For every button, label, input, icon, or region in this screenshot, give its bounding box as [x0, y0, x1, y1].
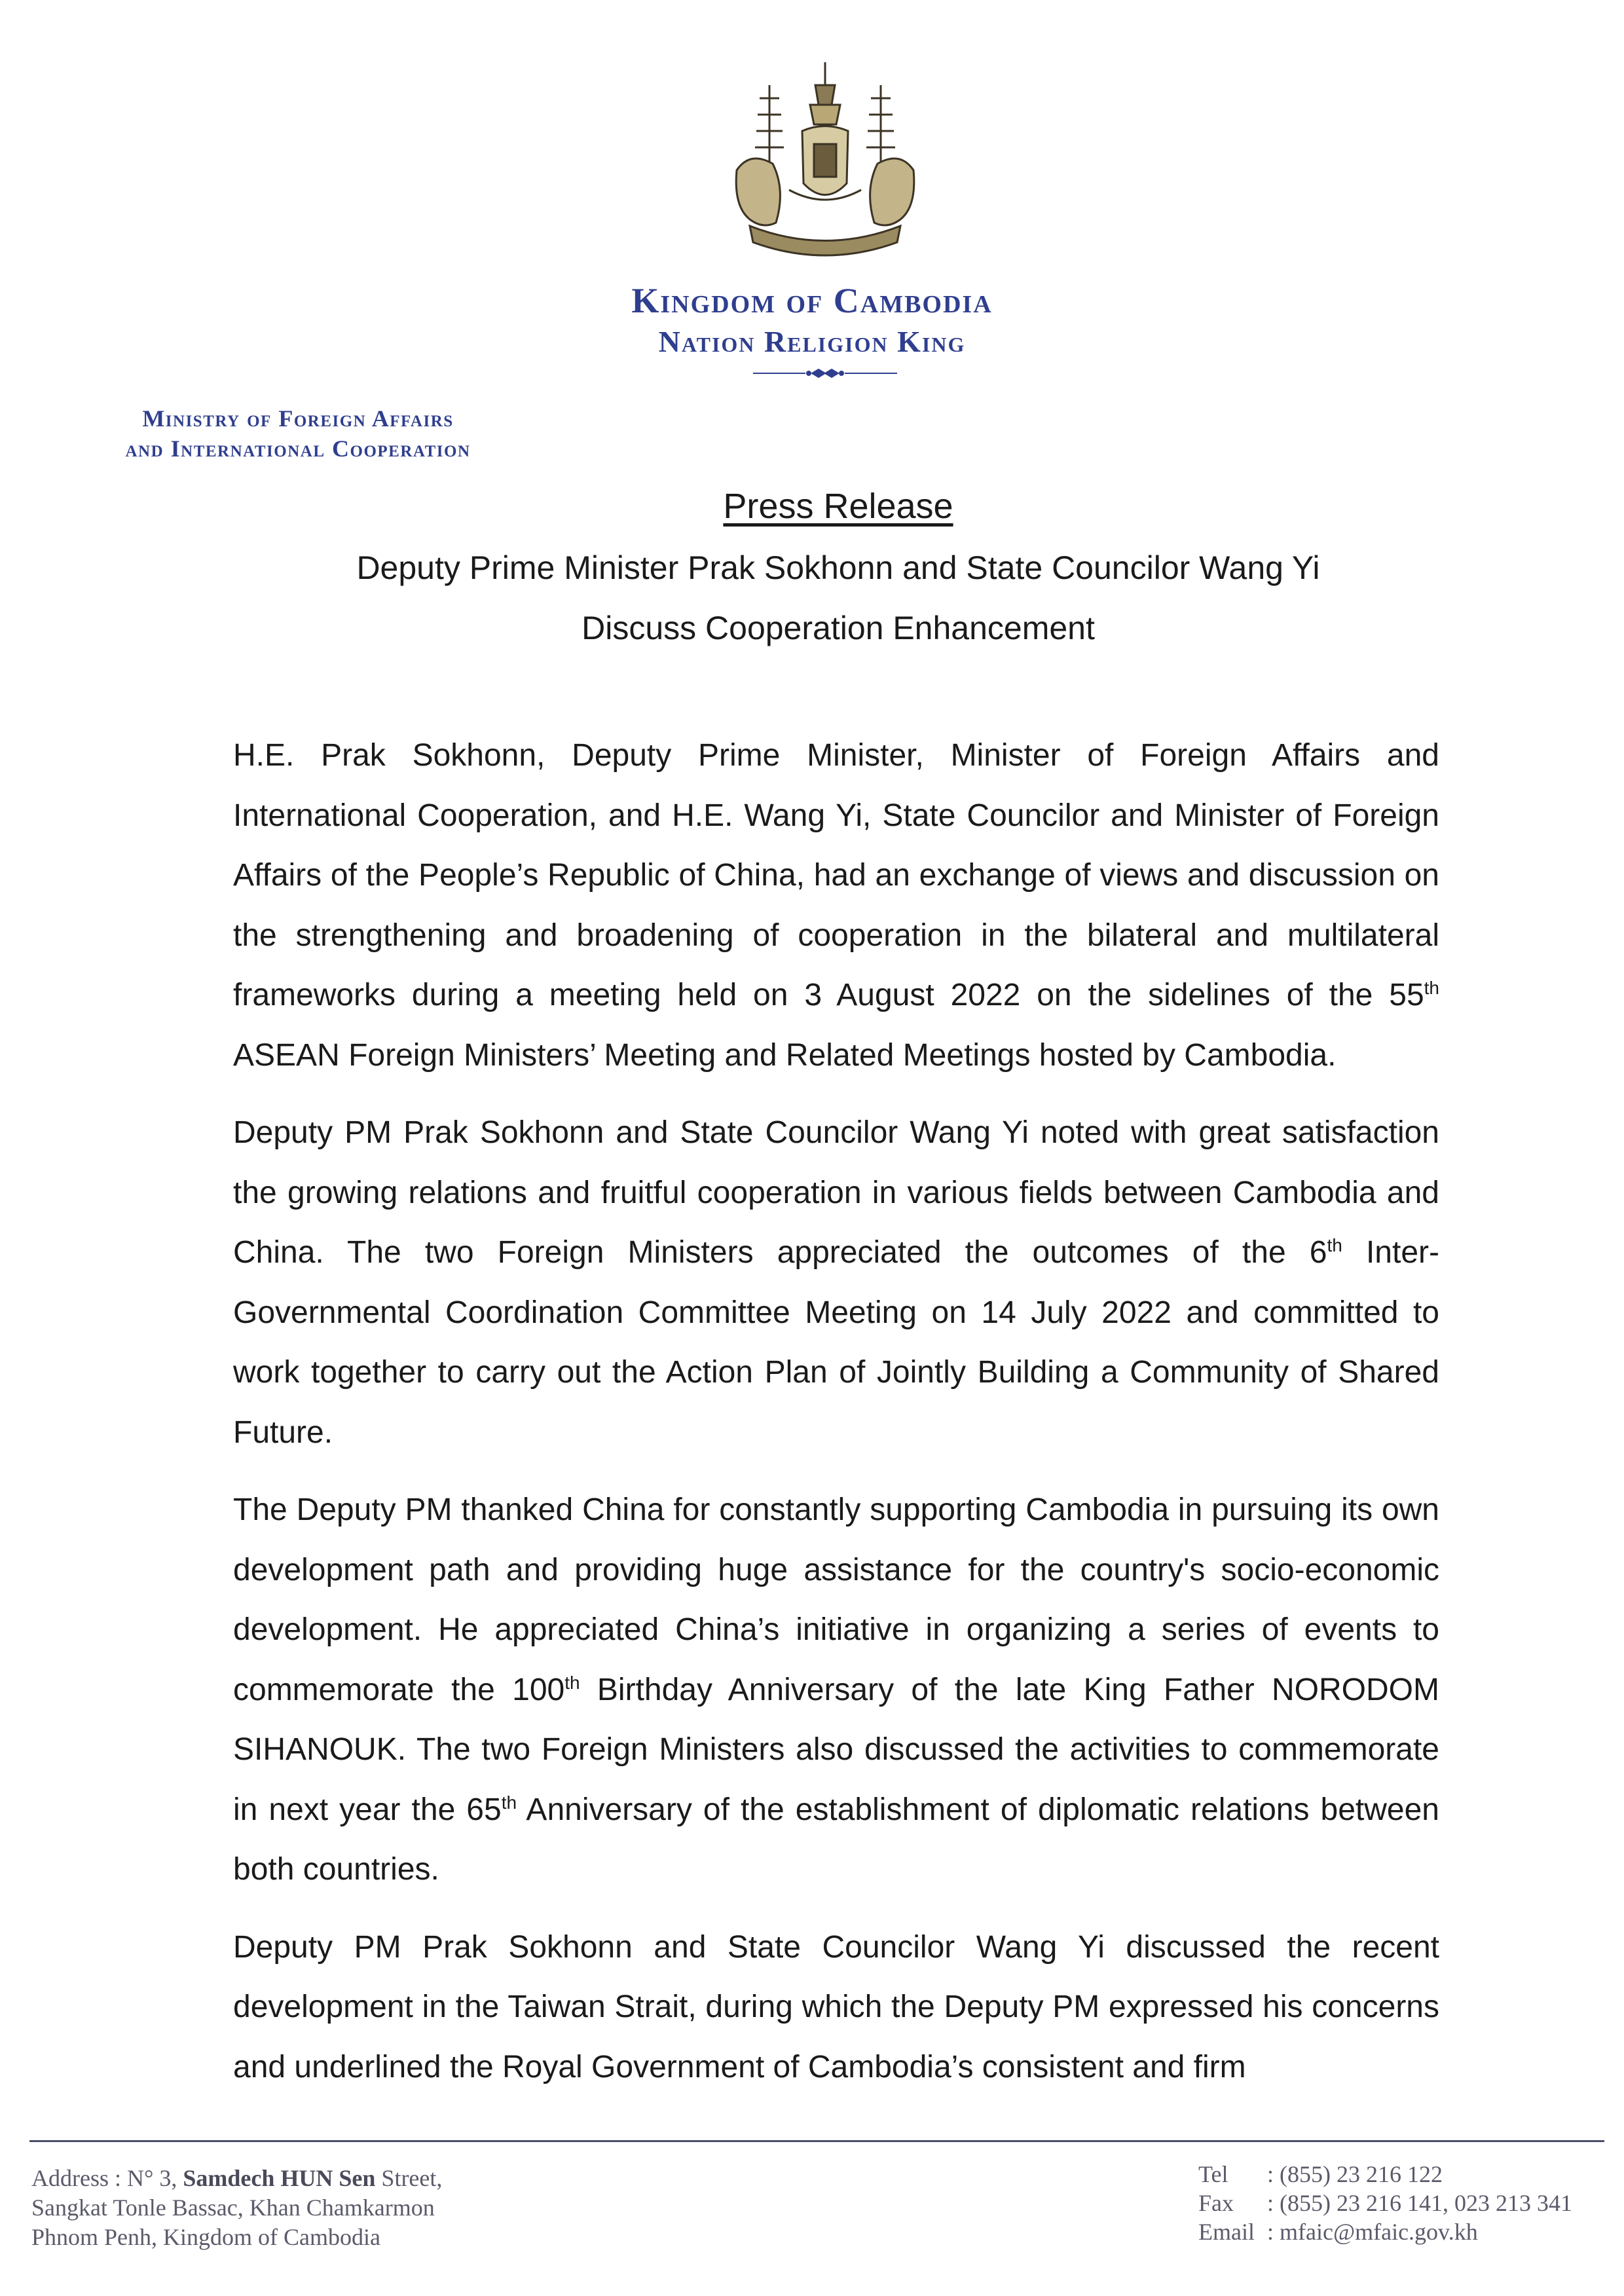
press-release-heading: Press Release [723, 487, 953, 526]
ministry-name [62, 403, 534, 464]
kingdom-title: Kingdom of Cambodia [631, 281, 993, 320]
address-street-name: Samdech HUN Sen [183, 2165, 376, 2191]
email-value: : mfaic@mfaic.gov.kh [1267, 2219, 1478, 2245]
tel-label: Tel [1198, 2161, 1228, 2187]
footer-contact [1198, 2160, 1572, 2246]
ministry-line-2: and International Cooperation [125, 435, 471, 462]
footer-address [31, 2164, 442, 2252]
ministry-line-1: Ministry of Foreign Affairs [142, 405, 454, 432]
p3-text-b: Birthday Anniversary of the late King Father NORODOM SIHANOUK. The two Foreign Ministers also discussed the activities to commemorate in next year the 65 [233, 1672, 1439, 1827]
tel-value: : (855) 23 216 122 [1267, 2161, 1443, 2187]
address-line-2: Sangkat Tonle Bassac, Khan Chamkarmon [31, 2194, 435, 2221]
ornamental-divider-icon [753, 367, 897, 380]
fax-value: : (855) 23 216 141, 023 213 341 [1267, 2190, 1572, 2216]
p3-text-a: The Deputy PM thanked China for constantly supporting Cambodia in pursuing its own development path and providing huge assistance for the country's socio-economic development. He appreciated China’s initiative in organizing a series of events to commemorate the 100 [233, 1492, 1439, 1707]
tel-row [1198, 2160, 1572, 2189]
p1-text-a: H.E. Prak Sokhonn, Deputy Prime Minister, Minister of Foreign Affairs and International Cooperation, and H.E. Wang Yi, State Councilor and Minister of Foreign Affairs of the People’s Republic of China, had an exchange of views and discussion on the strengthening and broadening of cooperation in the bilateral and multilateral frameworks during a meeting held on 3 August 2022 on the sidelines of the 55 [233, 738, 1439, 1012]
p2-superscript: th [1327, 1235, 1342, 1255]
email-label: Email [1198, 2219, 1255, 2245]
p3-text-c: Anniversary of the establishment of diplomatic relations between both countries. [233, 1792, 1439, 1887]
fax-row [1198, 2189, 1572, 2217]
p1-text-b: ASEAN Foreign Ministers’ Meeting and Related Meetings hosted by Cambodia. [233, 1037, 1337, 1073]
p1-superscript: th [1424, 978, 1439, 998]
p2-text-a: Deputy PM Prak Sokhonn and State Councilor Wang Yi noted with great satisfaction the growing relations and fruitful cooperation in various fields between Cambodia and China. The two Foreign Ministers appreciated the outcomes of the 6 [233, 1115, 1439, 1270]
address-street-suffix: Street, [375, 2165, 443, 2191]
paragraph-1 [233, 726, 1439, 1085]
email-row [1198, 2217, 1572, 2246]
address-line-1 [31, 2164, 442, 2193]
royal-arms-emblem-icon [724, 59, 927, 268]
paragraph-3 [233, 1480, 1439, 1900]
paragraph-2 [233, 1103, 1439, 1462]
release-body [233, 726, 1439, 2115]
p3-superscript-2: th [501, 1792, 517, 1813]
national-motto: Nation Religion King [658, 325, 966, 358]
address-prefix: Address : N° 3, [31, 2165, 183, 2191]
paragraph-4: Deputy PM Prak Sokhonn and State Councilor Wang Yi discussed the recent development in the Taiwan Strait, during which the Deputy PM expressed his concerns and underlined the Royal Government of Cambodia’s consistent and firm [233, 1929, 1439, 2084]
address-line-3: Phnom Penh, Kingdom of Cambodia [31, 2224, 380, 2250]
headline-line-1: Deputy Prime Minister Prak Sokhonn and State Councilor Wang Yi [356, 549, 1320, 586]
p3-superscript-1: th [564, 1672, 580, 1693]
headline-line-2: Discuss Cooperation Enhancement [581, 610, 1095, 646]
fax-label: Fax [1198, 2190, 1234, 2216]
footer-divider [29, 2140, 1604, 2142]
p2-text-b: Inter-Governmental Coordination Committee Meeting on 14 July 2022 and committed to work together to carry out the Action Plan of Jointly Building a Community of Shared Future. [233, 1235, 1439, 1450]
